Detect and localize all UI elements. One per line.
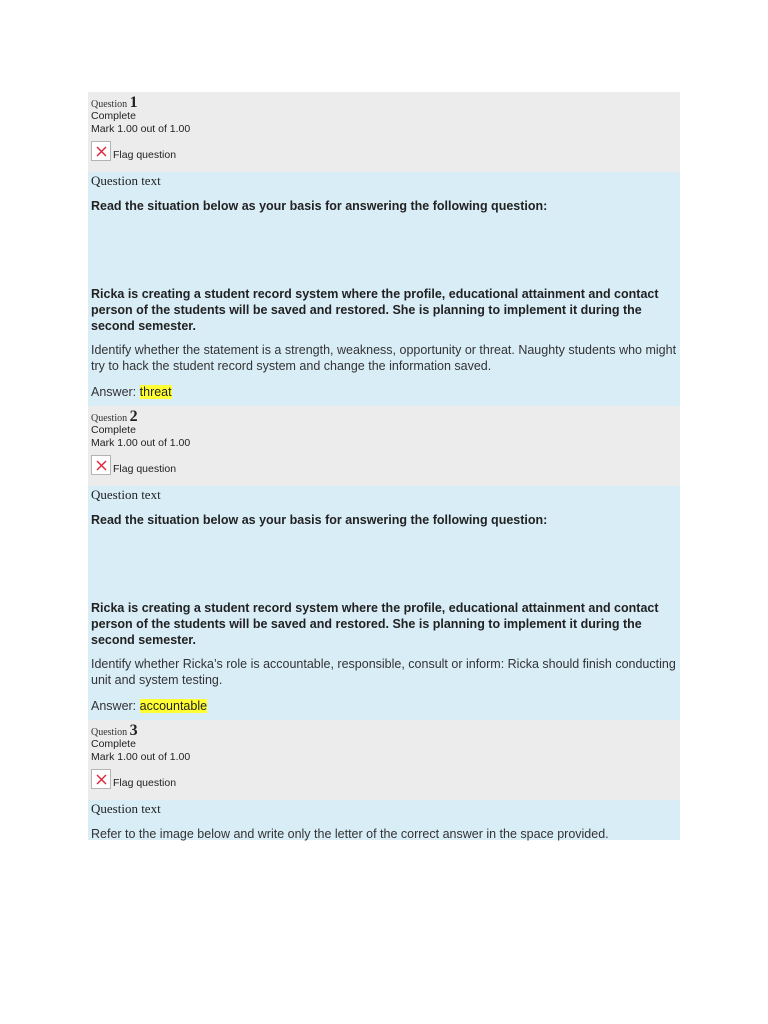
flag-button[interactable] xyxy=(91,455,111,475)
question-prompt: Identify whether Ricka’s role is accountable, responsible, consult or inform: Ricka should finish conducting unit and system testing. xyxy=(91,657,676,687)
question-number xyxy=(91,95,677,110)
question-label: Question xyxy=(91,99,128,110)
question-lead: Read the situation below as your basis for answering the following question: xyxy=(91,513,548,527)
answer-value: accountable xyxy=(139,699,208,713)
question-number xyxy=(91,723,677,738)
question-block xyxy=(88,406,680,720)
question-info xyxy=(88,92,680,172)
question-content xyxy=(88,486,680,720)
close-icon xyxy=(96,774,107,785)
question-lead: Read the situation below as your basis for answering the following question: xyxy=(91,199,548,213)
flag-button[interactable] xyxy=(91,769,111,789)
answer-value: threat xyxy=(139,385,172,399)
question-text-heading: Question text xyxy=(91,801,161,816)
question-text-heading: Question text xyxy=(91,173,161,188)
image-space xyxy=(91,214,677,286)
question-mark: Mark 1.00 out of 1.00 xyxy=(91,751,191,763)
question-label: Question xyxy=(91,413,128,424)
question-prompt: Identify whether the statement is a strength, weakness, opportunity or threat. Naughty students who might try to hack the student record system and change the information saved. xyxy=(91,343,677,373)
question-situation: Ricka is creating a student record system where the profile, educational attainment and contact person of the students will be saved and restored. She is planning to implement it during the second semester. xyxy=(91,287,659,333)
question-content xyxy=(88,800,680,840)
quiz-review xyxy=(88,92,680,840)
question-block xyxy=(88,92,680,406)
flag-question-label[interactable]: Flag question xyxy=(113,777,177,789)
flag-question-toggle[interactable] xyxy=(91,767,677,789)
flag-question-label[interactable]: Flag question xyxy=(113,463,177,475)
question-state: Complete xyxy=(91,110,136,122)
flag-button[interactable] xyxy=(91,141,111,161)
answer-line xyxy=(91,384,677,400)
question-situation: Ricka is creating a student record system where the profile, educational attainment and contact person of the students will be saved and restored. She is planning to implement it during the second semester. xyxy=(91,601,659,647)
question-number-value: 3 xyxy=(129,722,138,739)
question-content xyxy=(88,172,680,406)
answer-line xyxy=(91,698,677,714)
question-number-value: 2 xyxy=(129,408,138,425)
question-info xyxy=(88,720,680,800)
question-info xyxy=(88,406,680,486)
image-space xyxy=(91,528,677,600)
close-icon xyxy=(96,460,107,471)
question-block xyxy=(88,720,680,840)
question-number xyxy=(91,409,677,424)
question-text-heading: Question text xyxy=(91,487,161,502)
question-mark: Mark 1.00 out of 1.00 xyxy=(91,123,191,135)
question-state: Complete xyxy=(91,424,136,436)
flag-question-toggle[interactable] xyxy=(91,453,677,475)
question-number-value: 1 xyxy=(129,94,138,111)
question-prompt: Refer to the image below and write only the letter of the correct answer in the space provided. xyxy=(91,827,609,841)
answer-label: Answer: xyxy=(91,385,137,399)
close-icon xyxy=(96,146,107,157)
question-mark: Mark 1.00 out of 1.00 xyxy=(91,437,191,449)
question-label: Question xyxy=(91,727,128,738)
flag-question-toggle[interactable] xyxy=(91,139,677,161)
answer-label: Answer: xyxy=(91,699,137,713)
question-state: Complete xyxy=(91,738,136,750)
flag-question-label[interactable]: Flag question xyxy=(113,149,177,161)
